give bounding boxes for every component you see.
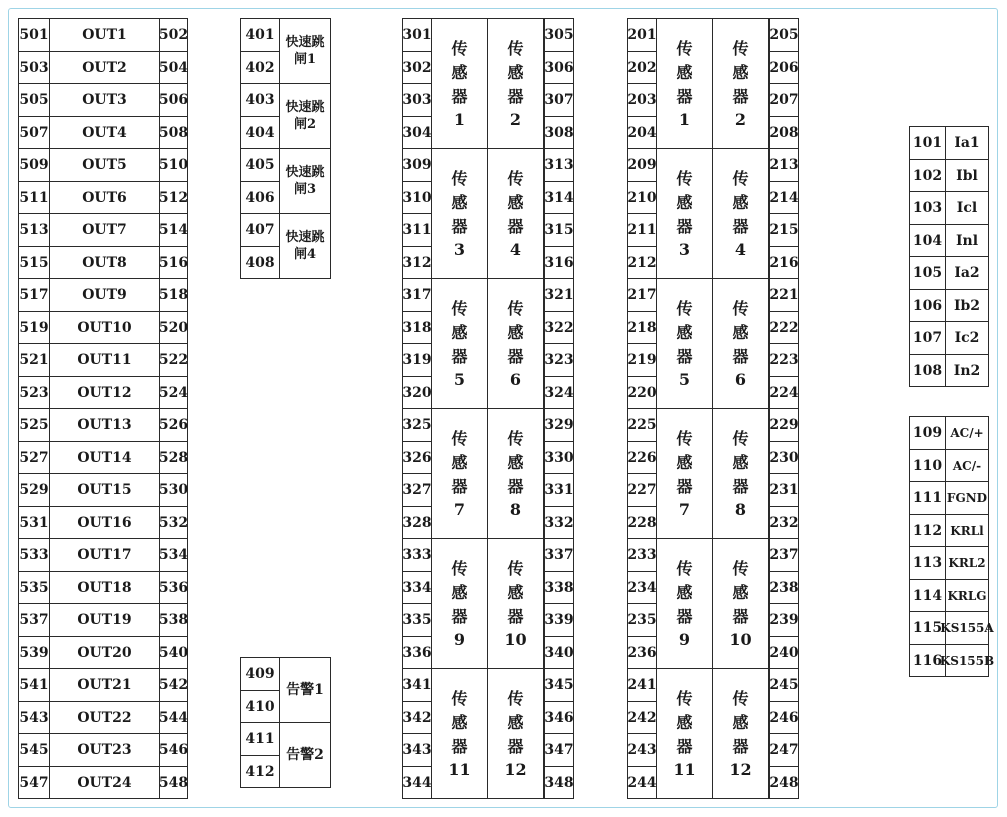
terminal-number: 411 [240,722,280,756]
sensor-number: 6 [734,369,747,389]
terminal-number: 542 [159,668,188,702]
terminal-number: 513 [18,213,50,247]
sensor-label [656,148,713,279]
sensor-name: 传感器 [451,688,468,756]
sensor-name: 传感器 [507,298,524,366]
terminal-number: 545 [18,733,50,767]
terminal-number: 221 [769,278,799,312]
sensor-name: 传感器 [676,558,693,626]
sensor-name: 传感器 [732,558,749,626]
current-label: Ibl [945,159,989,192]
sensor-name: 传感器 [676,688,693,756]
terminal-number: 311 [402,213,432,247]
terminal-number: 540 [159,636,188,669]
terminal-number: 213 [769,148,799,182]
terminal-number: 237 [769,538,799,572]
terminal-number: 327 [402,473,432,507]
terminal-number: 214 [769,181,799,214]
terminal-number: 332 [544,506,574,539]
fast-trip-label [279,83,331,149]
terminal-number: 333 [402,538,432,572]
terminal-number: 507 [18,116,50,149]
terminal-number: 548 [159,766,188,799]
sensor-name: 传感器 [732,38,749,106]
terminal-number: 405 [240,148,280,182]
terminal-number: 220 [627,376,657,409]
sensor-label [431,278,488,409]
output-label: OUT13 [49,408,160,442]
sensor-name: 传感器 [451,168,468,236]
output-label: OUT23 [49,733,160,767]
terminal-number: 516 [159,246,188,279]
terminal-number: 105 [909,256,946,290]
terminal-number: 537 [18,603,50,637]
terminal-number: 547 [18,766,50,799]
sensor-name: 传感器 [451,298,468,366]
sensor-name: 传感器 [676,428,693,496]
terminal-number: 226 [627,441,657,474]
terminal-number: 104 [909,224,946,257]
terminal-number: 231 [769,473,799,507]
sensor-label [656,278,713,409]
terminal-number: 115 [909,611,946,645]
terminal-number: 239 [769,603,799,637]
terminal-number: 331 [544,473,574,507]
terminal-number: 535 [18,571,50,604]
terminal-number: 209 [627,148,657,182]
terminal-number: 525 [18,408,50,442]
terminal-number: 107 [909,321,946,355]
terminal-number: 412 [240,755,280,788]
terminal-number: 320 [402,376,432,409]
terminal-number: 339 [544,603,574,637]
terminal-number: 523 [18,376,50,409]
terminal-number: 203 [627,83,657,117]
fast-trip-label-text: 快速跳闸2 [285,100,325,132]
sensor-number: 10 [504,629,527,649]
terminal-number: 313 [544,148,574,182]
terminal-number: 408 [240,246,280,279]
terminal-number: 343 [402,733,432,767]
output-label: OUT10 [49,311,160,344]
terminal-number: 212 [627,246,657,279]
sensor-number: 8 [734,499,747,519]
sensor-number: 11 [448,759,471,779]
current-label: Ia2 [945,256,989,290]
terminal-number: 329 [544,408,574,442]
terminal-number: 404 [240,116,280,149]
output-label: OUT17 [49,538,160,572]
power-label: KRLl [945,514,989,547]
terminal-number: 243 [627,733,657,767]
sensor-name: 传感器 [676,38,693,106]
terminal-number: 531 [18,506,50,539]
sensor-number: 8 [509,499,522,519]
sensor-label [487,668,544,799]
terminal-number: 229 [769,408,799,442]
sensor-number: 4 [734,239,747,259]
output-label: OUT14 [49,441,160,474]
terminal-number: 330 [544,441,574,474]
terminal-number: 401 [240,18,280,52]
sensor-name: 传感器 [732,428,749,496]
terminal-number: 207 [769,83,799,117]
terminal-number: 309 [402,148,432,182]
sensor-label [712,18,769,149]
terminal-number: 503 [18,51,50,84]
output-label: OUT7 [49,213,160,247]
sensor-number: 1 [453,109,466,129]
terminal-number: 245 [769,668,799,702]
terminal-number: 246 [769,701,799,734]
power-label: KRLG [945,579,989,612]
terminal-number: 248 [769,766,799,799]
sensor-label [656,18,713,149]
terminal-number: 201 [627,18,657,52]
terminal-number: 319 [402,343,432,377]
terminal-number: 508 [159,116,188,149]
terminal-number: 403 [240,83,280,117]
terminal-number: 321 [544,278,574,312]
output-label: OUT19 [49,603,160,637]
terminal-number: 518 [159,278,188,312]
terminal-number: 406 [240,181,280,214]
output-label: OUT11 [49,343,160,377]
terminal-number: 335 [402,603,432,637]
terminal-number: 511 [18,181,50,214]
sensor-label [712,668,769,799]
output-label: OUT4 [49,116,160,149]
terminal-number: 538 [159,603,188,637]
output-label: OUT3 [49,83,160,117]
sensor-name: 传感器 [732,298,749,366]
terminal-number: 326 [402,441,432,474]
fast-trip-label [279,148,331,214]
terminal-number: 546 [159,733,188,767]
terminal-number: 204 [627,116,657,149]
terminal-number: 303 [402,83,432,117]
terminal-number: 536 [159,571,188,604]
terminal-number: 109 [909,416,946,450]
sensor-number: 10 [729,629,752,649]
terminal-number: 410 [240,690,280,723]
current-label: Ic2 [945,321,989,355]
terminal-number: 238 [769,571,799,604]
terminal-number: 409 [240,657,280,691]
terminal-number: 111 [909,481,946,515]
sensor-number: 9 [453,629,466,649]
output-label: OUT12 [49,376,160,409]
sensor-number: 12 [729,759,752,779]
terminal-number: 512 [159,181,188,214]
output-label: OUT18 [49,571,160,604]
terminal-number: 310 [402,181,432,214]
terminal-number: 230 [769,441,799,474]
terminal-number: 514 [159,213,188,247]
terminal-number: 211 [627,213,657,247]
terminal-number: 215 [769,213,799,247]
terminal-number: 218 [627,311,657,344]
fast-trip-label-text: 快速跳闸1 [285,35,325,67]
sensor-label [431,148,488,279]
terminal-number: 103 [909,191,946,225]
terminal-number: 541 [18,668,50,702]
current-label: Ib2 [945,289,989,322]
sensor-label [712,148,769,279]
sensor-name: 传感器 [507,558,524,626]
terminal-number: 347 [544,733,574,767]
sensor-name: 传感器 [451,428,468,496]
terminal-number: 242 [627,701,657,734]
sensor-name: 传感器 [451,38,468,106]
terminal-number: 348 [544,766,574,799]
output-label: OUT9 [49,278,160,312]
terminal-number: 225 [627,408,657,442]
terminal-number: 521 [18,343,50,377]
sensor-number: 11 [673,759,696,779]
sensor-label [656,408,713,539]
fast-trip-label-text: 快速跳闸3 [285,165,325,197]
terminal-number: 210 [627,181,657,214]
sensor-number: 12 [504,759,527,779]
sensor-label [487,18,544,149]
sensor-number: 4 [509,239,522,259]
sensor-number: 5 [453,369,466,389]
terminal-number: 328 [402,506,432,539]
output-label: OUT24 [49,766,160,799]
terminal-number: 108 [909,354,946,387]
sensor-number: 3 [453,239,466,259]
terminal-number: 234 [627,571,657,604]
terminal-number: 114 [909,579,946,612]
alarm-label: 告警1 [279,657,331,723]
terminal-number: 302 [402,51,432,84]
alarm-label: 告警2 [279,722,331,788]
terminal-number: 506 [159,83,188,117]
output-label: OUT22 [49,701,160,734]
terminal-number: 106 [909,289,946,322]
current-label: In2 [945,354,989,387]
terminal-number: 324 [544,376,574,409]
terminal-number: 233 [627,538,657,572]
terminal-number: 202 [627,51,657,84]
terminal-number: 304 [402,116,432,149]
terminal-number: 307 [544,83,574,117]
terminal-number: 344 [402,766,432,799]
terminal-number: 235 [627,603,657,637]
sensor-name: 传感器 [451,558,468,626]
terminal-number: 116 [909,644,946,677]
terminal-number: 325 [402,408,432,442]
terminal-number: 502 [159,18,188,52]
sensor-number: 9 [678,629,691,649]
terminal-number: 217 [627,278,657,312]
terminal-number: 524 [159,376,188,409]
sensor-label [712,538,769,669]
terminal-number: 322 [544,311,574,344]
output-label: OUT8 [49,246,160,279]
terminal-number: 522 [159,343,188,377]
sensor-number: 6 [509,369,522,389]
terminal-number: 301 [402,18,432,52]
sensor-name: 传感器 [507,428,524,496]
terminal-number: 314 [544,181,574,214]
terminal-number: 227 [627,473,657,507]
terminal-number: 240 [769,636,799,669]
terminal-number: 305 [544,18,574,52]
terminal-number: 519 [18,311,50,344]
power-label: FGND [945,481,989,515]
terminal-number: 336 [402,636,432,669]
sensor-number: 5 [678,369,691,389]
terminal-number: 110 [909,449,946,482]
terminal-number: 527 [18,441,50,474]
sensor-name: 传感器 [507,168,524,236]
sensor-name: 传感器 [676,168,693,236]
terminal-number: 113 [909,546,946,580]
terminal-number: 244 [627,766,657,799]
power-label: KRL2 [945,546,989,580]
sensor-label [431,18,488,149]
output-label: OUT21 [49,668,160,702]
terminal-number: 533 [18,538,50,572]
power-label: AC/+ [945,416,989,450]
terminal-number: 205 [769,18,799,52]
terminal-number: 101 [909,126,946,160]
current-label: Inl [945,224,989,257]
terminal-number: 323 [544,343,574,377]
terminal-number: 501 [18,18,50,52]
terminal-number: 539 [18,636,50,669]
terminal-number: 342 [402,701,432,734]
sensor-name: 传感器 [507,38,524,106]
fast-trip-label-text: 快速跳闸4 [285,230,325,262]
terminal-number: 517 [18,278,50,312]
sensor-label [656,538,713,669]
terminal-number: 504 [159,51,188,84]
terminal-number: 515 [18,246,50,279]
current-label: Ia1 [945,126,989,160]
sensor-name: 传感器 [732,168,749,236]
terminal-number: 219 [627,343,657,377]
terminal-number: 228 [627,506,657,539]
terminal-number: 340 [544,636,574,669]
output-label: OUT1 [49,18,160,52]
sensor-number: 2 [509,109,522,129]
terminal-number: 402 [240,51,280,84]
terminal-number: 236 [627,636,657,669]
sensor-label [487,538,544,669]
sensor-name: 传感器 [507,688,524,756]
terminal-number: 206 [769,51,799,84]
sensor-number: 2 [734,109,747,129]
sensor-label [431,668,488,799]
terminal-number: 247 [769,733,799,767]
terminal-number: 345 [544,668,574,702]
terminal-number: 341 [402,668,432,702]
terminal-number: 216 [769,246,799,279]
sensor-label [487,408,544,539]
terminal-number: 334 [402,571,432,604]
output-label: OUT2 [49,51,160,84]
terminal-number: 505 [18,83,50,117]
sensor-number: 7 [453,499,466,519]
output-label: OUT5 [49,148,160,182]
terminal-number: 222 [769,311,799,344]
terminal-number: 224 [769,376,799,409]
terminal-number: 407 [240,213,280,247]
fast-trip-label [279,18,331,84]
terminal-number: 102 [909,159,946,192]
power-label: KS155B [945,644,989,677]
sensor-label [487,148,544,279]
terminal-number: 530 [159,473,188,507]
terminal-number: 532 [159,506,188,539]
output-label: OUT15 [49,473,160,507]
sensor-label [656,668,713,799]
power-label: KS155A [945,611,989,645]
terminal-number: 526 [159,408,188,442]
terminal-number: 316 [544,246,574,279]
terminal-number: 529 [18,473,50,507]
terminal-number: 208 [769,116,799,149]
sensor-label [712,278,769,409]
terminal-number: 318 [402,311,432,344]
terminal-number: 308 [544,116,574,149]
power-label: AC/- [945,449,989,482]
output-label: OUT6 [49,181,160,214]
terminal-number: 306 [544,51,574,84]
terminal-number: 338 [544,571,574,604]
terminal-number: 223 [769,343,799,377]
terminal-number: 528 [159,441,188,474]
terminal-number: 543 [18,701,50,734]
sensor-name: 传感器 [732,688,749,756]
terminal-number: 112 [909,514,946,547]
terminal-number: 337 [544,538,574,572]
terminal-number: 241 [627,668,657,702]
sensor-number: 3 [678,239,691,259]
sensor-label [431,538,488,669]
sensor-number: 7 [678,499,691,519]
sensor-label [712,408,769,539]
terminal-number: 315 [544,213,574,247]
terminal-number: 509 [18,148,50,182]
terminal-number: 520 [159,311,188,344]
sensor-name: 传感器 [676,298,693,366]
current-label: Icl [945,191,989,225]
terminal-number: 534 [159,538,188,572]
terminal-number: 510 [159,148,188,182]
terminal-number: 544 [159,701,188,734]
fast-trip-label [279,213,331,279]
terminal-number: 312 [402,246,432,279]
sensor-label [487,278,544,409]
terminal-number: 346 [544,701,574,734]
output-label: OUT16 [49,506,160,539]
output-label: OUT20 [49,636,160,669]
terminal-number: 232 [769,506,799,539]
sensor-label [431,408,488,539]
sensor-number: 1 [678,109,691,129]
terminal-number: 317 [402,278,432,312]
